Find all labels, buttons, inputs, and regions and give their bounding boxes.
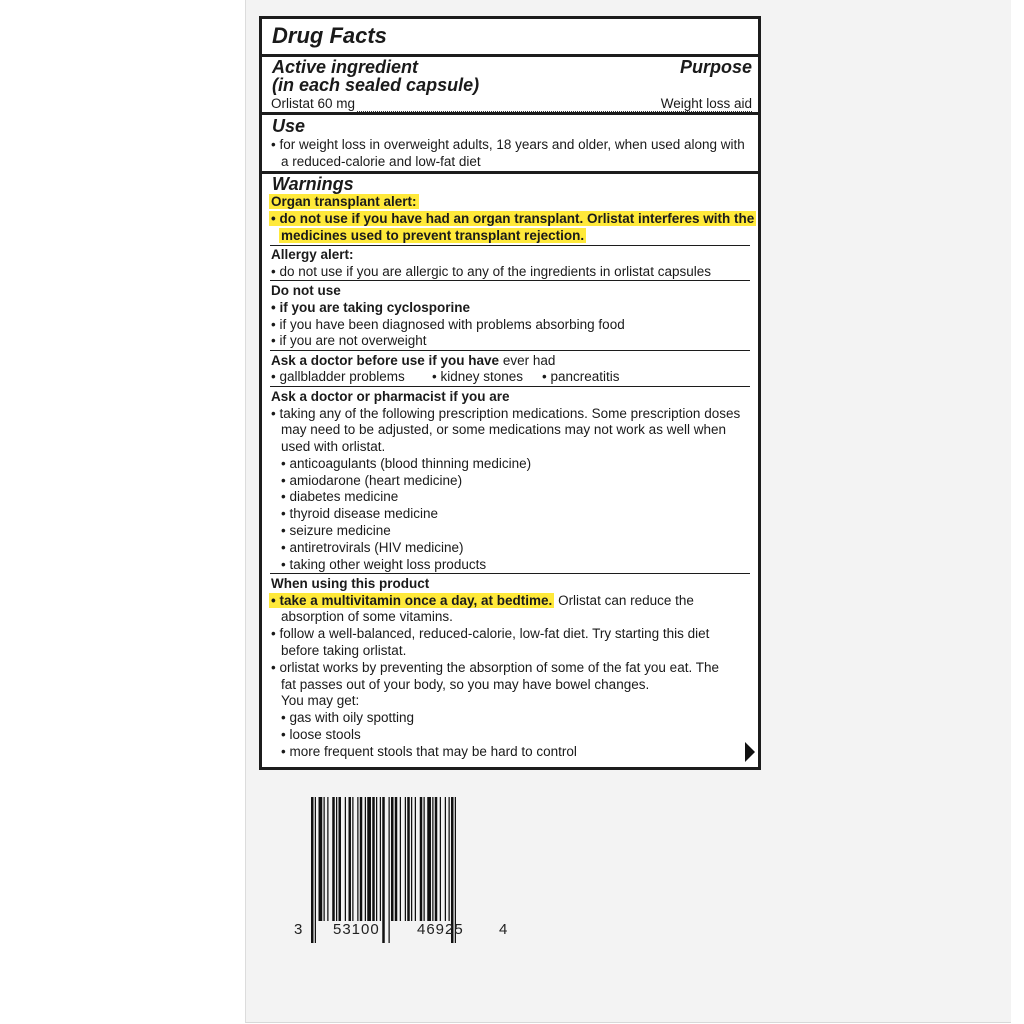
barcode-bar: [380, 797, 381, 921]
when-using-line: • orlistat works by preventing the absorption of some of the fat you eat. The: [271, 660, 719, 675]
barcode-bar: [405, 797, 406, 921]
barcode-bar: [319, 797, 323, 921]
do-not-use-item: • if you are taking cyclosporine: [271, 300, 471, 315]
barcode-bar: [327, 797, 328, 921]
barcode-bar: [389, 797, 390, 943]
medication-item: • diabetes medicine: [281, 489, 399, 504]
barcode-bar: [324, 797, 325, 921]
medication-item: • seizure medicine: [281, 523, 391, 538]
continue-arrow-icon: [745, 742, 755, 762]
barcode-bar: [435, 797, 438, 921]
do-not-use-item: • if you have been diagnosed with problems absorbing food: [271, 317, 625, 332]
barcode-bar: [360, 797, 363, 921]
active-ingredient-heading: Active ingredient: [272, 57, 419, 77]
barcode-bar: [415, 797, 416, 921]
when-using-heading: When using this product: [271, 576, 430, 591]
barcode-bar: [352, 797, 353, 921]
barcode-bar: [357, 797, 358, 921]
do-not-use-item: • if you are not overweight: [271, 333, 427, 348]
barcode-right-digit: 4: [499, 921, 508, 938]
barcode-bar: [345, 797, 346, 921]
barcode-bar: [449, 797, 450, 921]
divider: [270, 573, 750, 574]
barcode-bar: [367, 797, 371, 921]
barcode-bar: [349, 797, 352, 921]
medication-item: • thyroid disease medicine: [281, 506, 439, 521]
ask-pharmacist-line: used with orlistat.: [281, 439, 386, 454]
barcode-bar: [445, 797, 446, 921]
organ-transplant-line: • do not use if you have had an organ transplant. Orlistat interferes with the: [271, 211, 755, 226]
barcode-bar: [411, 797, 412, 921]
when-using-line: You may get:: [281, 693, 360, 708]
divider: [270, 245, 750, 246]
medication-item: • taking other weight loss products: [281, 557, 487, 572]
barcode-group-2: 46925: [417, 921, 464, 938]
barcode-bar: [407, 797, 410, 921]
organ-transplant-line: medicines used to prevent transplant rejection.: [281, 228, 585, 243]
allergy-heading: Allergy alert:: [271, 247, 354, 262]
barcode-bar: [365, 797, 366, 921]
barcode-left-digit: 3: [294, 921, 303, 938]
warnings-heading: Warnings: [272, 174, 354, 194]
ask-pharmacist-line: may need to be adjusted, or some medications may not work as well when: [281, 422, 726, 437]
divider: [270, 280, 750, 281]
barcode-bar: [432, 797, 433, 921]
barcode-bar: [372, 797, 375, 921]
use-line: • for weight loss in overweight adults, 18 years and older, when used along with: [271, 137, 745, 152]
barcode-bar: [395, 797, 398, 921]
barcode-bar: [391, 797, 394, 921]
ingredient-purpose: Weight loss aid: [660, 96, 752, 111]
barcode-bar: [424, 797, 425, 921]
active-rule: [262, 112, 758, 115]
when-using-line: • loose stools: [281, 727, 361, 742]
page-title: Drug Facts: [272, 23, 387, 48]
ask-pharmacist-heading: Ask a doctor or pharmacist if you are: [271, 389, 510, 404]
when-using-line: • follow a well-balanced, reduced-calorie, low-fat diet. Try starting this diet: [271, 626, 710, 641]
ask-doctor-item: • kidney stones: [432, 369, 524, 384]
when-using-line: fat passes out of your body, so you may have bowel changes.: [281, 677, 650, 692]
barcode-bar: [339, 797, 342, 921]
divider: [270, 350, 750, 351]
ask-doctor-heading: Ask a doctor before use if you have ever had: [271, 353, 556, 368]
barcode-bar: [420, 797, 423, 921]
barcode-bar: [336, 797, 337, 921]
barcode-bar: [315, 797, 316, 943]
barcode-bar: [332, 797, 335, 921]
when-using-line: before taking orlistat.: [281, 643, 407, 658]
barcode-bar: [311, 797, 314, 943]
barcode-bar: [440, 797, 441, 921]
organ-transplant-heading: Organ transplant alert:: [271, 194, 417, 209]
barcode-group-1: 53100: [333, 921, 380, 938]
barcode-bar: [376, 797, 377, 921]
divider: [270, 386, 750, 387]
when-using-line: • more frequent stools that may be hard to control: [281, 744, 577, 759]
do-not-use-heading: Do not use: [271, 283, 341, 298]
ask-doctor-item: • pancreatitis: [542, 369, 620, 384]
medication-item: • amiodarone (heart medicine): [281, 473, 463, 488]
active-ingredient-subheading: (in each sealed capsule): [272, 75, 480, 95]
use-line: a reduced-calorie and low-fat diet: [281, 154, 481, 169]
barcode-bar: [382, 797, 385, 943]
when-using-line: • take a multivitamin once a day, at bedtime. Orlistat can reduce the: [271, 593, 694, 608]
ask-pharmacist-line: • taking any of the following prescription medications. Some prescription doses: [271, 406, 741, 421]
ask-doctor-item: • gallbladder problems: [271, 369, 405, 384]
allergy-line: • do not use if you are allergic to any of the ingredients in orlistat capsules: [271, 264, 711, 279]
barcode-bar: [427, 797, 431, 921]
use-heading: Use: [272, 116, 306, 136]
purpose-heading: Purpose: [679, 57, 752, 77]
medication-item: • antiretrovirals (HIV medicine): [281, 540, 464, 555]
when-using-line: • gas with oily spotting: [281, 710, 415, 725]
drug-facts-panel: [259, 16, 761, 770]
when-using-line: absorption of some vitamins.: [281, 609, 453, 624]
medication-item: • anticoagulants (blood thinning medicine): [281, 456, 532, 471]
ingredient-name: Orlistat 60 mg: [271, 96, 356, 111]
barcode-bar: [400, 797, 401, 921]
